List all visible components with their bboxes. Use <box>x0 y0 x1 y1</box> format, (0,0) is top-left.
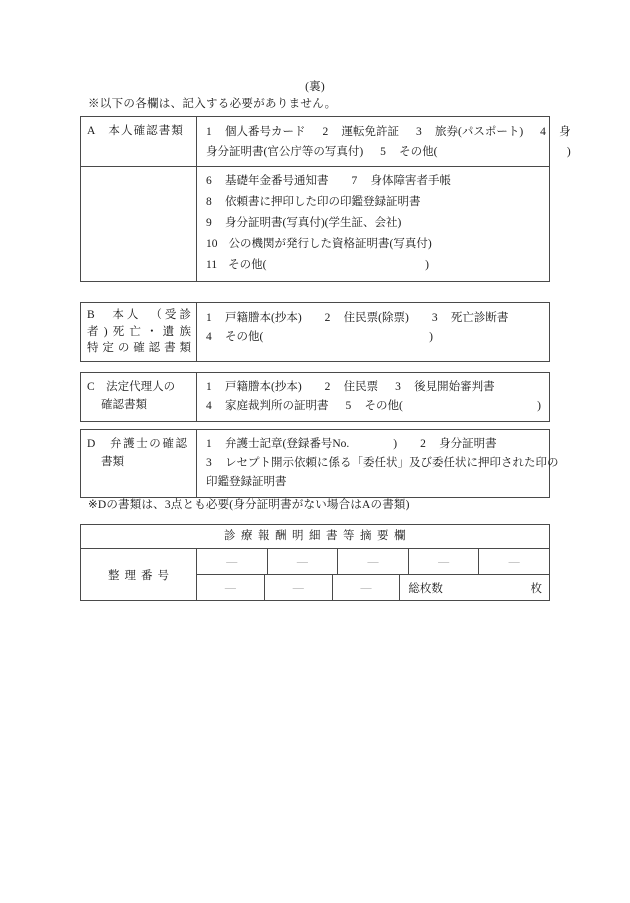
item-label: 弁護士記章(登録番号No. <box>225 438 350 450</box>
item-number: 6 <box>206 175 212 187</box>
section-b-row <box>81 303 549 361</box>
item-number: 7 <box>351 175 358 187</box>
cell-dash: — <box>438 555 450 568</box>
section-c-items <box>197 373 549 421</box>
section-d-items <box>197 430 567 497</box>
item-number: 2 <box>324 381 331 393</box>
item-number: 5 <box>345 400 352 412</box>
item-number: 4 <box>206 400 212 412</box>
section-d-attorney-documents <box>80 429 559 498</box>
section-a-line-1 <box>206 122 571 142</box>
item-number: 1 <box>206 438 212 450</box>
item-label: 依頼書に押印した印の印鑑登録証明書 <box>225 196 421 208</box>
summary-table-body <box>81 548 549 600</box>
item-number: 4 <box>540 126 546 138</box>
list-item <box>206 192 541 213</box>
item-number: 9 <box>206 217 212 229</box>
item-label: 運転免許証 <box>341 126 399 138</box>
section-a-label-cell-empty <box>81 167 197 281</box>
section-a-row-list <box>81 166 549 281</box>
summary-table <box>80 524 550 601</box>
item-label: 身分証明書(写真付)(学生証、会社) <box>225 217 402 229</box>
section-c-legal-representative-documents <box>80 372 550 422</box>
section-b-items <box>197 303 549 361</box>
item-number: 3 <box>431 312 438 324</box>
item-label: 身分証明書(官公庁等の写真付) <box>206 146 364 158</box>
item-label: 住民票 <box>343 381 379 393</box>
item-label: 印鑑登録証明書 <box>206 476 287 488</box>
summary-cell[interactable] <box>479 549 549 574</box>
section-d-label-line1: D 弁護士の確認 <box>87 438 189 450</box>
item-label: 身体障害者手帳 <box>370 175 451 187</box>
list-item <box>206 328 541 347</box>
section-c-label-line2: 確認書類 <box>101 399 147 411</box>
cell-dash: — <box>226 555 238 568</box>
section-d-label-cell <box>81 430 197 497</box>
fill-in-paren-close: ) <box>425 259 429 271</box>
summary-cell[interactable] <box>197 575 265 600</box>
summary-cell[interactable] <box>333 575 401 600</box>
item-label: 旅券(パスポート) <box>435 126 524 138</box>
cell-dash: — <box>367 555 379 568</box>
item-label: レセプト開示依頼に係る「委任状」及び委任状に押印された印の <box>225 457 559 469</box>
section-c-label-line1: C 法定代理人の <box>87 381 176 393</box>
summary-row-1 <box>197 549 549 574</box>
section-d-label-line2: 書類 <box>101 456 124 468</box>
fill-in-paren-close: ) <box>566 146 571 158</box>
list-item <box>206 454 559 473</box>
summary-cells-area <box>197 549 549 600</box>
item-number: 11 <box>206 259 218 271</box>
section-b-deceased-documents <box>80 302 550 362</box>
item-label: その他( <box>228 259 267 271</box>
cell-dash: — <box>296 555 308 568</box>
list-item <box>206 255 541 276</box>
section-a-items-block2 <box>197 167 549 281</box>
item-number: 3 <box>395 381 401 393</box>
summary-cell[interactable] <box>338 549 409 574</box>
section-d-note: ※Dの書類は、3点とも必要(身分証明書がない場合はAの書類) <box>88 499 410 511</box>
item-label: 戸籍謄本(抄本) <box>225 312 302 324</box>
summary-cell[interactable] <box>268 549 339 574</box>
item-number: 1 <box>206 126 212 138</box>
section-b-label-line2: 者)死亡・遺族 <box>87 325 191 338</box>
item-label: その他( <box>225 331 264 343</box>
item-number: 3 <box>416 126 422 138</box>
section-a-identity-documents <box>80 116 571 282</box>
list-item <box>206 171 541 192</box>
list-item <box>206 213 541 234</box>
section-a-row-top <box>81 117 571 166</box>
section-a-label-cell <box>81 117 197 166</box>
item-number: 1 <box>206 381 212 393</box>
item-number: 3 <box>206 457 212 469</box>
section-c-label-cell <box>81 373 197 421</box>
total-sheets-cell[interactable] <box>400 575 549 600</box>
page-side-marker: (裏) <box>305 81 325 93</box>
cell-dash: — <box>224 581 236 594</box>
section-b-label-cell <box>81 303 197 361</box>
summary-table-header: 診療報酬明細書等摘要欄 <box>224 530 411 542</box>
item-number: 10 <box>206 238 218 250</box>
item-label: その他( <box>399 146 438 158</box>
item-label: 死亡診断書 <box>450 312 509 324</box>
list-item-continuation <box>206 473 559 492</box>
section-d-row <box>81 430 559 497</box>
item-number: 4 <box>206 331 212 343</box>
section-a-items-block1 <box>197 117 579 166</box>
cell-dash: — <box>508 555 520 568</box>
fill-in-paren-close: ) <box>393 438 398 450</box>
item-label: 個人番号カード <box>225 126 306 138</box>
item-label: 住民票(除票) <box>343 312 409 324</box>
item-label: 家庭裁判所の証明書 <box>225 400 329 412</box>
item-number: 5 <box>380 146 386 158</box>
list-item <box>206 309 541 328</box>
section-c-row <box>81 373 549 421</box>
cell-dash: — <box>292 581 304 594</box>
item-label-partial: 身 <box>559 126 571 138</box>
fill-in-paren-close: ) <box>429 331 433 343</box>
item-label: 公の機関が発行した資格証明書(写真付) <box>228 238 432 250</box>
list-item <box>206 378 541 397</box>
top-instruction-note: ※以下の各欄は、記入する必要がありません。 <box>88 98 337 110</box>
total-sheets-unit: 枚 <box>530 582 542 595</box>
item-number: 8 <box>206 196 212 208</box>
summary-cell[interactable] <box>265 575 333 600</box>
item-label: 戸籍謄本(抄本) <box>225 381 302 393</box>
summary-row-label: 整理番号 <box>81 549 197 600</box>
cell-dash: — <box>360 581 372 594</box>
item-label: 身分証明書 <box>439 438 497 450</box>
item-number: 2 <box>420 438 426 450</box>
total-sheets-label: 総枚数 <box>408 582 443 595</box>
summary-row-2 <box>197 574 549 600</box>
item-label: 基礎年金番号通知書 <box>225 175 329 187</box>
section-b-label-line3: 特定の確認書類 <box>87 342 191 354</box>
item-label: 後見開始審判書 <box>414 381 495 393</box>
list-item <box>206 435 559 454</box>
section-a-label: A 本人確認書類 <box>87 125 184 137</box>
list-item <box>206 234 541 255</box>
item-number: 2 <box>322 126 329 138</box>
item-number: 2 <box>324 312 331 324</box>
summary-cell[interactable] <box>197 549 268 574</box>
item-number: 1 <box>206 312 212 324</box>
list-item <box>206 397 541 416</box>
item-label: その他( <box>364 400 403 412</box>
fill-in-paren-close: ) <box>537 400 541 412</box>
section-b-label-line1: B 本人 （受診 <box>87 309 191 321</box>
section-a-line-2 <box>206 142 571 162</box>
summary-cell[interactable] <box>409 549 480 574</box>
